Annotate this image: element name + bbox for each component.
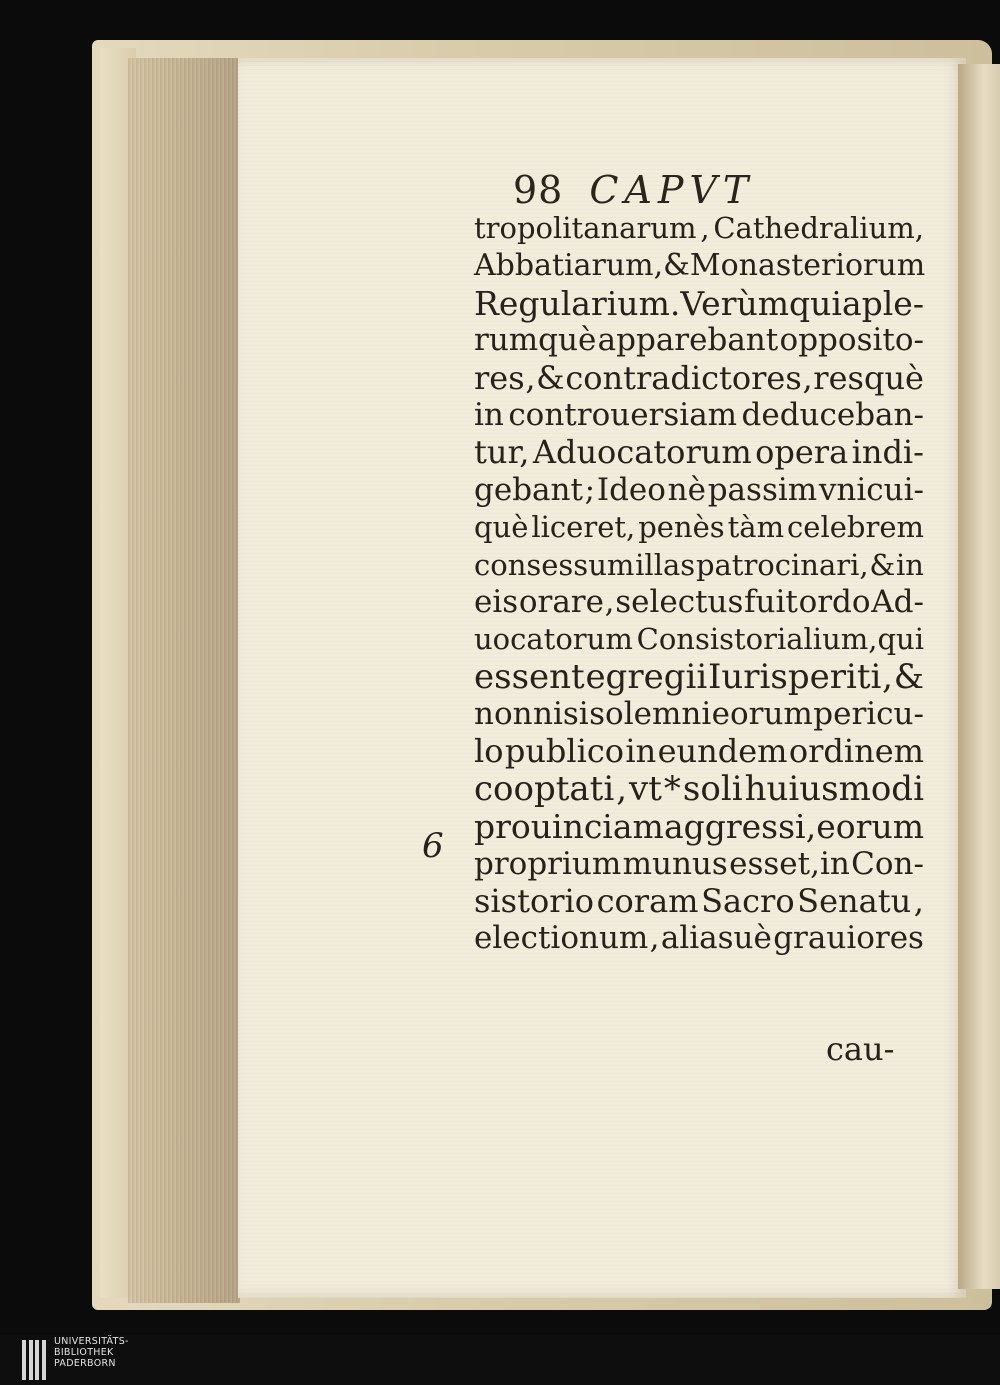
text-line: tropolitanarum , Cathedralium,: [474, 211, 924, 245]
text-line: proprium munus esset,in Con-: [474, 845, 924, 882]
text-line: prouinciam aggressi , eorum: [474, 807, 924, 847]
text-line: què liceret, penès tàm celebrem: [474, 510, 924, 545]
running-head: [513, 168, 754, 212]
text-line: eis orare , selectus fuit ordo Ad-: [474, 583, 924, 620]
page-number: 98: [513, 168, 564, 212]
catchword: cau-: [826, 1030, 895, 1068]
text-line: essent egregii Iurisperiti , &: [474, 656, 924, 697]
library-name-line: PADERBORN: [54, 1358, 116, 1369]
library-name-line: UNIVERSITÄTS-: [54, 1336, 129, 1347]
library-name-line: BIBLIOTHEK: [54, 1347, 114, 1358]
text-line: non nisi solemni eorum pericu-: [474, 696, 924, 733]
text-line: electionum , aliasuè grauiores: [474, 920, 924, 957]
text-block: [474, 210, 924, 958]
library-logo-icon: [22, 1340, 46, 1380]
text-line: tur, Aduocatorum opera indi-: [474, 433, 924, 472]
text-line: sistorio coram Sacro Senatu ,: [474, 882, 924, 921]
text-line: in controuersiam deduceban-: [474, 396, 924, 433]
library-name: [54, 1336, 129, 1369]
page-edges-shade: [128, 58, 240, 1303]
running-title: CAPVT: [589, 168, 755, 212]
text-line: Abbatiarum, & Monasteriorum: [474, 248, 926, 284]
text-line: lo publico in eundem ordinem: [474, 732, 924, 771]
text-line: res , & contradictores , resquè: [474, 358, 924, 397]
text-line: uocatorum Consistorialium,qui: [474, 622, 924, 657]
text-line: consessum illas patrocinari, & in: [474, 547, 924, 582]
text-line: cooptati , vt * soli huiusmodi: [474, 768, 924, 809]
text-line: rumquè apparebant opposito-: [474, 322, 924, 359]
footer-bar: [0, 1335, 1000, 1385]
text-line: gebant ; Ideo nè passim vnicui-: [474, 471, 924, 508]
facing-page-edge: [958, 64, 1000, 1289]
text-line: Regularium . Verùm quia ple-: [474, 283, 924, 323]
marginal-number: 6: [422, 826, 444, 866]
